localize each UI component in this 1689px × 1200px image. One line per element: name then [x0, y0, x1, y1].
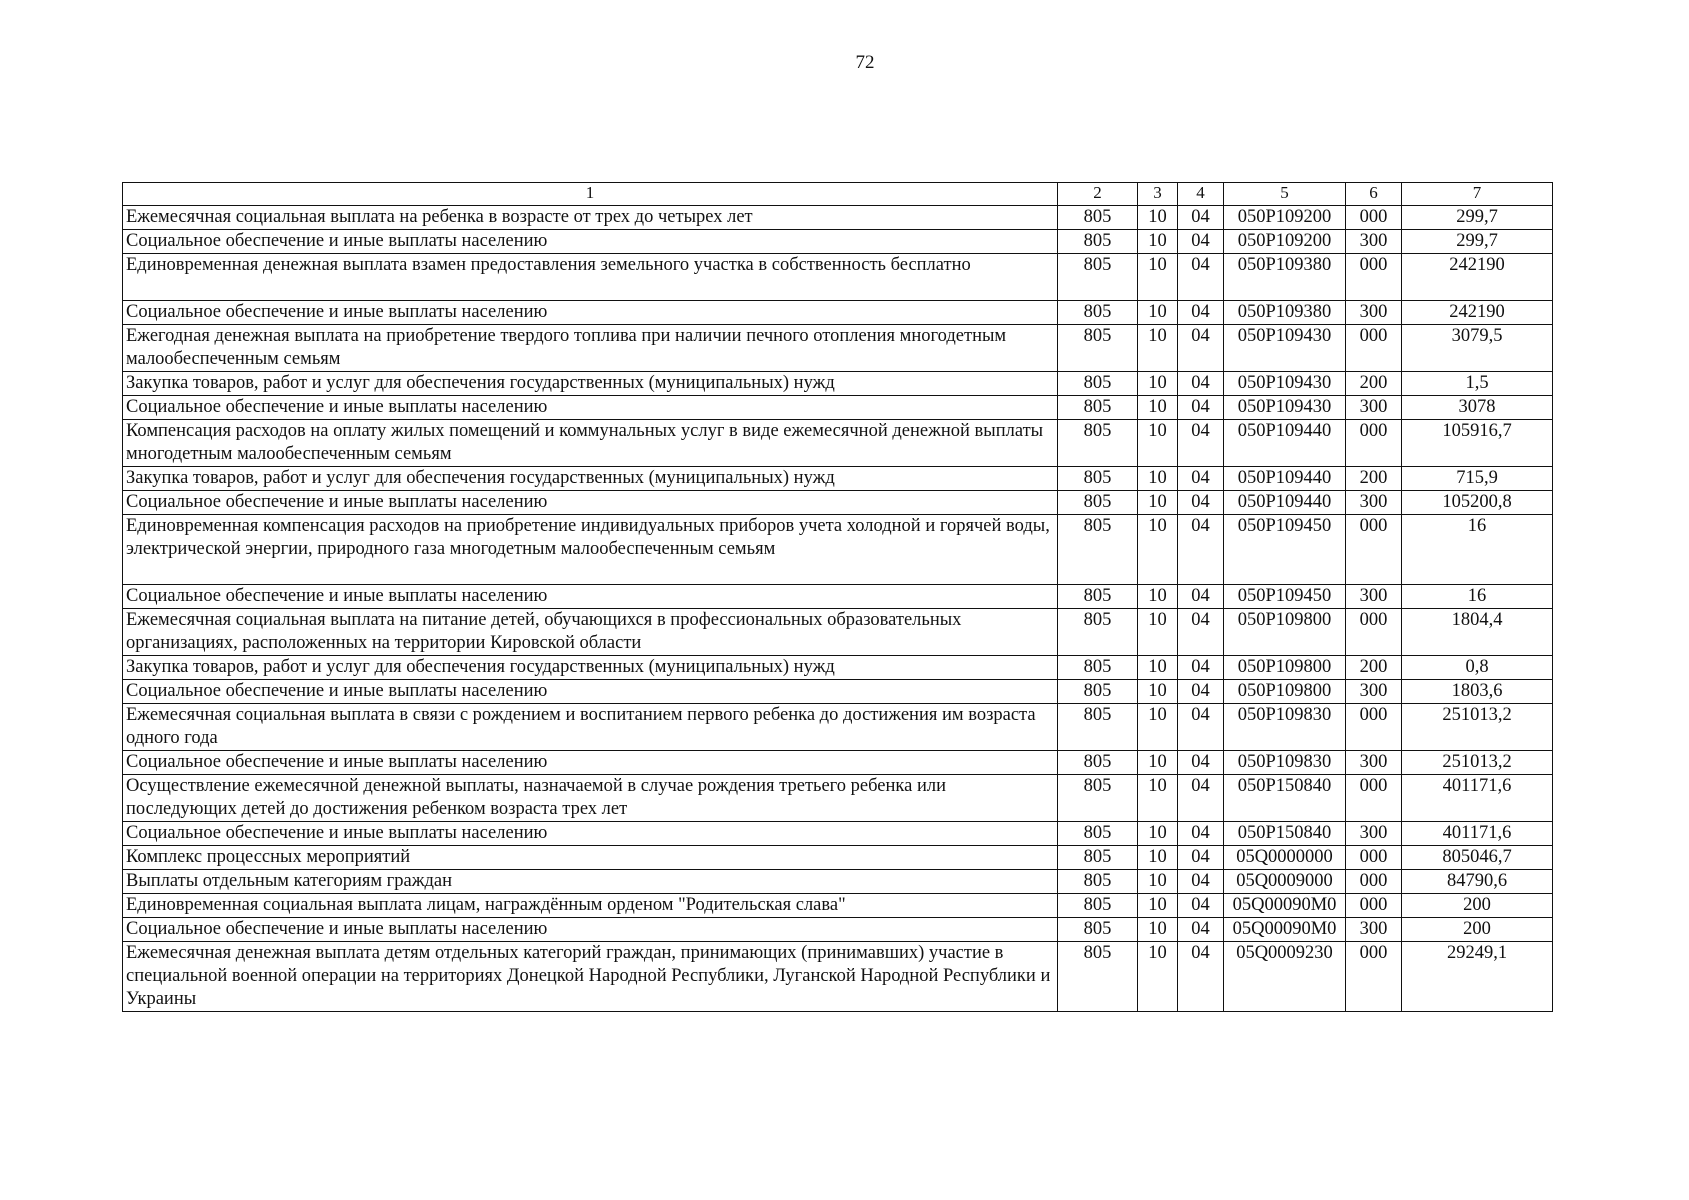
row-expense-type-cell: 300: [1346, 822, 1402, 846]
row-target-article-cell: 050P109800: [1224, 680, 1346, 704]
row-amount-cell: 1803,6: [1402, 680, 1553, 704]
row-name-cell: Социальное обеспечение и иные выплаты населению: [123, 301, 1058, 325]
row-target-article-cell: 050P109200: [1224, 206, 1346, 230]
table-row: [123, 206, 1553, 230]
row-expense-type-cell: 200: [1346, 656, 1402, 680]
row-amount-cell: 299,7: [1402, 230, 1553, 254]
row-target-article-cell: 050P109440: [1224, 467, 1346, 491]
row-name-cell: Закупка товаров, работ и услуг для обеспечения государственных (муниципальных) нужд: [123, 656, 1058, 680]
table-row: [123, 846, 1553, 870]
row-expense-type-cell: 000: [1346, 254, 1402, 301]
row-name-cell: Единовременная социальная выплата лицам, награждённым орденом "Родительская слава": [123, 894, 1058, 918]
table-row: [123, 585, 1553, 609]
row-name-cell: Социальное обеспечение и иные выплаты населению: [123, 230, 1058, 254]
header-col-department: 2: [1058, 183, 1138, 206]
row-target-article-cell: 050P109200: [1224, 230, 1346, 254]
row-section-cell: 10: [1138, 751, 1178, 775]
row-name-cell: Единовременная компенсация расходов на приобретение индивидуальных приборов учета холодной и горячей воды, электрической энергии, природного газа многодетным малообеспеченным семьям: [123, 515, 1058, 585]
row-section-cell: 10: [1138, 230, 1178, 254]
row-section-cell: 10: [1138, 372, 1178, 396]
row-amount-cell: 251013,2: [1402, 751, 1553, 775]
row-subsection-cell: 04: [1178, 775, 1224, 822]
row-department-cell: 805: [1058, 230, 1138, 254]
row-section-cell: 10: [1138, 325, 1178, 372]
row-name-cell: Социальное обеспечение и иные выплаты населению: [123, 680, 1058, 704]
header-col-target-article: 5: [1224, 183, 1346, 206]
row-subsection-cell: 04: [1178, 894, 1224, 918]
table-row: [123, 704, 1553, 751]
row-target-article-cell: 050P109830: [1224, 751, 1346, 775]
row-target-article-cell: 050P109440: [1224, 420, 1346, 467]
table-row: [123, 301, 1553, 325]
row-expense-type-cell: 300: [1346, 918, 1402, 942]
row-section-cell: 10: [1138, 680, 1178, 704]
row-department-cell: 805: [1058, 894, 1138, 918]
row-department-cell: 805: [1058, 751, 1138, 775]
row-subsection-cell: 04: [1178, 942, 1224, 1012]
row-section-cell: 10: [1138, 846, 1178, 870]
header-col-subsection: 4: [1178, 183, 1224, 206]
row-department-cell: 805: [1058, 704, 1138, 751]
row-department-cell: 805: [1058, 420, 1138, 467]
table-row: [123, 396, 1553, 420]
row-amount-cell: 200: [1402, 894, 1553, 918]
row-expense-type-cell: 300: [1346, 491, 1402, 515]
row-name-cell: Единовременная денежная выплата взамен предоставления земельного участка в собственность бесплатно: [123, 254, 1058, 301]
row-amount-cell: 299,7: [1402, 206, 1553, 230]
table-row: [123, 656, 1553, 680]
table-row: [123, 680, 1553, 704]
row-amount-cell: 105916,7: [1402, 420, 1553, 467]
table-row: [123, 870, 1553, 894]
row-section-cell: 10: [1138, 894, 1178, 918]
row-expense-type-cell: 300: [1346, 751, 1402, 775]
row-department-cell: 805: [1058, 656, 1138, 680]
row-amount-cell: 3079,5: [1402, 325, 1553, 372]
row-subsection-cell: 04: [1178, 372, 1224, 396]
table-row: [123, 372, 1553, 396]
row-target-article-cell: 050P109380: [1224, 254, 1346, 301]
table-header-row: [123, 183, 1553, 206]
row-name-cell: Ежемесячная денежная выплата детям отдельных категорий граждан, принимающих (принимавших) участие в специальной военной операции на территориях Донецкой Народной Республики, Луганской Народной Республики и Украины: [123, 942, 1058, 1012]
row-amount-cell: 401171,6: [1402, 775, 1553, 822]
table-row: [123, 254, 1553, 301]
row-expense-type-cell: 000: [1346, 775, 1402, 822]
table-row: [123, 515, 1553, 585]
table-body: [123, 206, 1553, 1012]
row-department-cell: 805: [1058, 822, 1138, 846]
row-section-cell: 10: [1138, 467, 1178, 491]
row-department-cell: 805: [1058, 609, 1138, 656]
row-department-cell: 805: [1058, 680, 1138, 704]
row-subsection-cell: 04: [1178, 846, 1224, 870]
table-row: [123, 894, 1553, 918]
row-name-cell: Выплаты отдельным категориям граждан: [123, 870, 1058, 894]
row-subsection-cell: 04: [1178, 515, 1224, 585]
row-department-cell: 805: [1058, 918, 1138, 942]
row-expense-type-cell: 000: [1346, 420, 1402, 467]
row-amount-cell: 105200,8: [1402, 491, 1553, 515]
row-department-cell: 805: [1058, 206, 1138, 230]
row-amount-cell: 1804,4: [1402, 609, 1553, 656]
row-target-article-cell: 050P150840: [1224, 775, 1346, 822]
table-row: [123, 918, 1553, 942]
row-amount-cell: 715,9: [1402, 467, 1553, 491]
row-name-cell: Комплекс процессных мероприятий: [123, 846, 1058, 870]
row-target-article-cell: 050P109430: [1224, 396, 1346, 420]
row-section-cell: 10: [1138, 206, 1178, 230]
row-section-cell: 10: [1138, 585, 1178, 609]
row-name-cell: Закупка товаров, работ и услуг для обеспечения государственных (муниципальных) нужд: [123, 372, 1058, 396]
row-name-cell: Социальное обеспечение и иные выплаты населению: [123, 585, 1058, 609]
table-row: [123, 822, 1553, 846]
row-target-article-cell: 050P109430: [1224, 325, 1346, 372]
row-department-cell: 805: [1058, 870, 1138, 894]
row-amount-cell: 0,8: [1402, 656, 1553, 680]
row-amount-cell: 3078: [1402, 396, 1553, 420]
row-target-article-cell: 050P109430: [1224, 372, 1346, 396]
row-section-cell: 10: [1138, 515, 1178, 585]
row-expense-type-cell: 300: [1346, 585, 1402, 609]
page-number: 72: [855, 52, 875, 73]
row-department-cell: 805: [1058, 491, 1138, 515]
row-target-article-cell: 050P109450: [1224, 585, 1346, 609]
row-subsection-cell: 04: [1178, 751, 1224, 775]
row-amount-cell: 401171,6: [1402, 822, 1553, 846]
row-name-cell: Осуществление ежемесячной денежной выплаты, назначаемой в случае рождения третьего ребенка или последующих детей до достижения ребенком возраста трех лет: [123, 775, 1058, 822]
row-subsection-cell: 04: [1178, 396, 1224, 420]
table-row: [123, 942, 1553, 1012]
row-department-cell: 805: [1058, 325, 1138, 372]
row-name-cell: Ежемесячная социальная выплата на ребенка в возрасте от трех до четырех лет: [123, 206, 1058, 230]
row-expense-type-cell: 000: [1346, 325, 1402, 372]
table-row: [123, 751, 1553, 775]
header-col-name: 1: [123, 183, 1058, 206]
row-target-article-cell: 050P109800: [1224, 609, 1346, 656]
row-subsection-cell: 04: [1178, 325, 1224, 372]
table-row: [123, 467, 1553, 491]
row-amount-cell: 29249,1: [1402, 942, 1553, 1012]
row-name-cell: Ежемесячная социальная выплата на питание детей, обучающихся в профессиональных образовательных организациях, расположенных на территории Кировской области: [123, 609, 1058, 656]
row-subsection-cell: 04: [1178, 609, 1224, 656]
row-amount-cell: 200: [1402, 918, 1553, 942]
row-department-cell: 805: [1058, 254, 1138, 301]
row-name-cell: Ежемесячная социальная выплата в связи с рождением и воспитанием первого ребенка до достижения им возраста одного года: [123, 704, 1058, 751]
row-section-cell: 10: [1138, 254, 1178, 301]
row-department-cell: 805: [1058, 515, 1138, 585]
row-expense-type-cell: 000: [1346, 894, 1402, 918]
table-row: [123, 420, 1553, 467]
row-target-article-cell: 050P109440: [1224, 491, 1346, 515]
row-subsection-cell: 04: [1178, 656, 1224, 680]
row-subsection-cell: 04: [1178, 301, 1224, 325]
header-col-amount: 7: [1402, 183, 1553, 206]
row-department-cell: 805: [1058, 396, 1138, 420]
row-section-cell: 10: [1138, 870, 1178, 894]
row-subsection-cell: 04: [1178, 822, 1224, 846]
row-section-cell: 10: [1138, 609, 1178, 656]
row-expense-type-cell: 000: [1346, 704, 1402, 751]
row-section-cell: 10: [1138, 775, 1178, 822]
row-section-cell: 10: [1138, 822, 1178, 846]
header-col-expense-type: 6: [1346, 183, 1402, 206]
row-section-cell: 10: [1138, 942, 1178, 1012]
table-row: [123, 609, 1553, 656]
row-expense-type-cell: 300: [1346, 301, 1402, 325]
row-amount-cell: 16: [1402, 515, 1553, 585]
row-department-cell: 805: [1058, 301, 1138, 325]
row-section-cell: 10: [1138, 656, 1178, 680]
row-subsection-cell: 04: [1178, 254, 1224, 301]
header-col-section: 3: [1138, 183, 1178, 206]
budget-table: [122, 182, 1553, 1012]
row-name-cell: Компенсация расходов на оплату жилых помещений и коммунальных услуг в виде ежемесячной денежной выплаты многодетным малообеспеченным семьям: [123, 420, 1058, 467]
row-expense-type-cell: 200: [1346, 467, 1402, 491]
row-amount-cell: 16: [1402, 585, 1553, 609]
row-expense-type-cell: 000: [1346, 609, 1402, 656]
row-amount-cell: 242190: [1402, 254, 1553, 301]
row-target-article-cell: 050P109380: [1224, 301, 1346, 325]
row-subsection-cell: 04: [1178, 918, 1224, 942]
row-expense-type-cell: 300: [1346, 680, 1402, 704]
row-expense-type-cell: 000: [1346, 515, 1402, 585]
row-target-article-cell: 050P109450: [1224, 515, 1346, 585]
row-amount-cell: 1,5: [1402, 372, 1553, 396]
row-target-article-cell: 05Q0009230: [1224, 942, 1346, 1012]
table-row: [123, 491, 1553, 515]
row-subsection-cell: 04: [1178, 206, 1224, 230]
table-row: [123, 775, 1553, 822]
row-subsection-cell: 04: [1178, 230, 1224, 254]
row-subsection-cell: 04: [1178, 704, 1224, 751]
row-name-cell: Социальное обеспечение и иные выплаты населению: [123, 396, 1058, 420]
row-subsection-cell: 04: [1178, 467, 1224, 491]
row-department-cell: 805: [1058, 775, 1138, 822]
row-expense-type-cell: 000: [1346, 846, 1402, 870]
row-section-cell: 10: [1138, 420, 1178, 467]
row-subsection-cell: 04: [1178, 870, 1224, 894]
row-department-cell: 805: [1058, 846, 1138, 870]
row-expense-type-cell: 000: [1346, 870, 1402, 894]
row-target-article-cell: 05Q0009000: [1224, 870, 1346, 894]
row-amount-cell: 805046,7: [1402, 846, 1553, 870]
table-row: [123, 230, 1553, 254]
row-target-article-cell: 05Q00090M0: [1224, 894, 1346, 918]
row-target-article-cell: 050P150840: [1224, 822, 1346, 846]
row-expense-type-cell: 200: [1346, 372, 1402, 396]
row-name-cell: Социальное обеспечение и иные выплаты населению: [123, 491, 1058, 515]
row-expense-type-cell: 300: [1346, 230, 1402, 254]
row-department-cell: 805: [1058, 372, 1138, 396]
row-target-article-cell: 050P109800: [1224, 656, 1346, 680]
row-target-article-cell: 050P109830: [1224, 704, 1346, 751]
row-name-cell: Социальное обеспечение и иные выплаты населению: [123, 751, 1058, 775]
row-section-cell: 10: [1138, 491, 1178, 515]
row-subsection-cell: 04: [1178, 680, 1224, 704]
row-subsection-cell: 04: [1178, 420, 1224, 467]
row-amount-cell: 84790,6: [1402, 870, 1553, 894]
row-section-cell: 10: [1138, 704, 1178, 751]
row-subsection-cell: 04: [1178, 491, 1224, 515]
row-department-cell: 805: [1058, 942, 1138, 1012]
row-section-cell: 10: [1138, 918, 1178, 942]
row-department-cell: 805: [1058, 585, 1138, 609]
row-name-cell: Социальное обеспечение и иные выплаты населению: [123, 822, 1058, 846]
row-name-cell: Ежегодная денежная выплата на приобретение твердого топлива при наличии печного отопления многодетным малообеспеченным семьям: [123, 325, 1058, 372]
row-name-cell: Социальное обеспечение и иные выплаты населению: [123, 918, 1058, 942]
row-department-cell: 805: [1058, 467, 1138, 491]
row-amount-cell: 251013,2: [1402, 704, 1553, 751]
table-row: [123, 325, 1553, 372]
row-section-cell: 10: [1138, 301, 1178, 325]
row-target-article-cell: 05Q0000000: [1224, 846, 1346, 870]
row-name-cell: Закупка товаров, работ и услуг для обеспечения государственных (муниципальных) нужд: [123, 467, 1058, 491]
row-subsection-cell: 04: [1178, 585, 1224, 609]
row-amount-cell: 242190: [1402, 301, 1553, 325]
row-target-article-cell: 05Q00090M0: [1224, 918, 1346, 942]
row-section-cell: 10: [1138, 396, 1178, 420]
row-expense-type-cell: 000: [1346, 942, 1402, 1012]
row-expense-type-cell: 000: [1346, 206, 1402, 230]
row-expense-type-cell: 300: [1346, 396, 1402, 420]
